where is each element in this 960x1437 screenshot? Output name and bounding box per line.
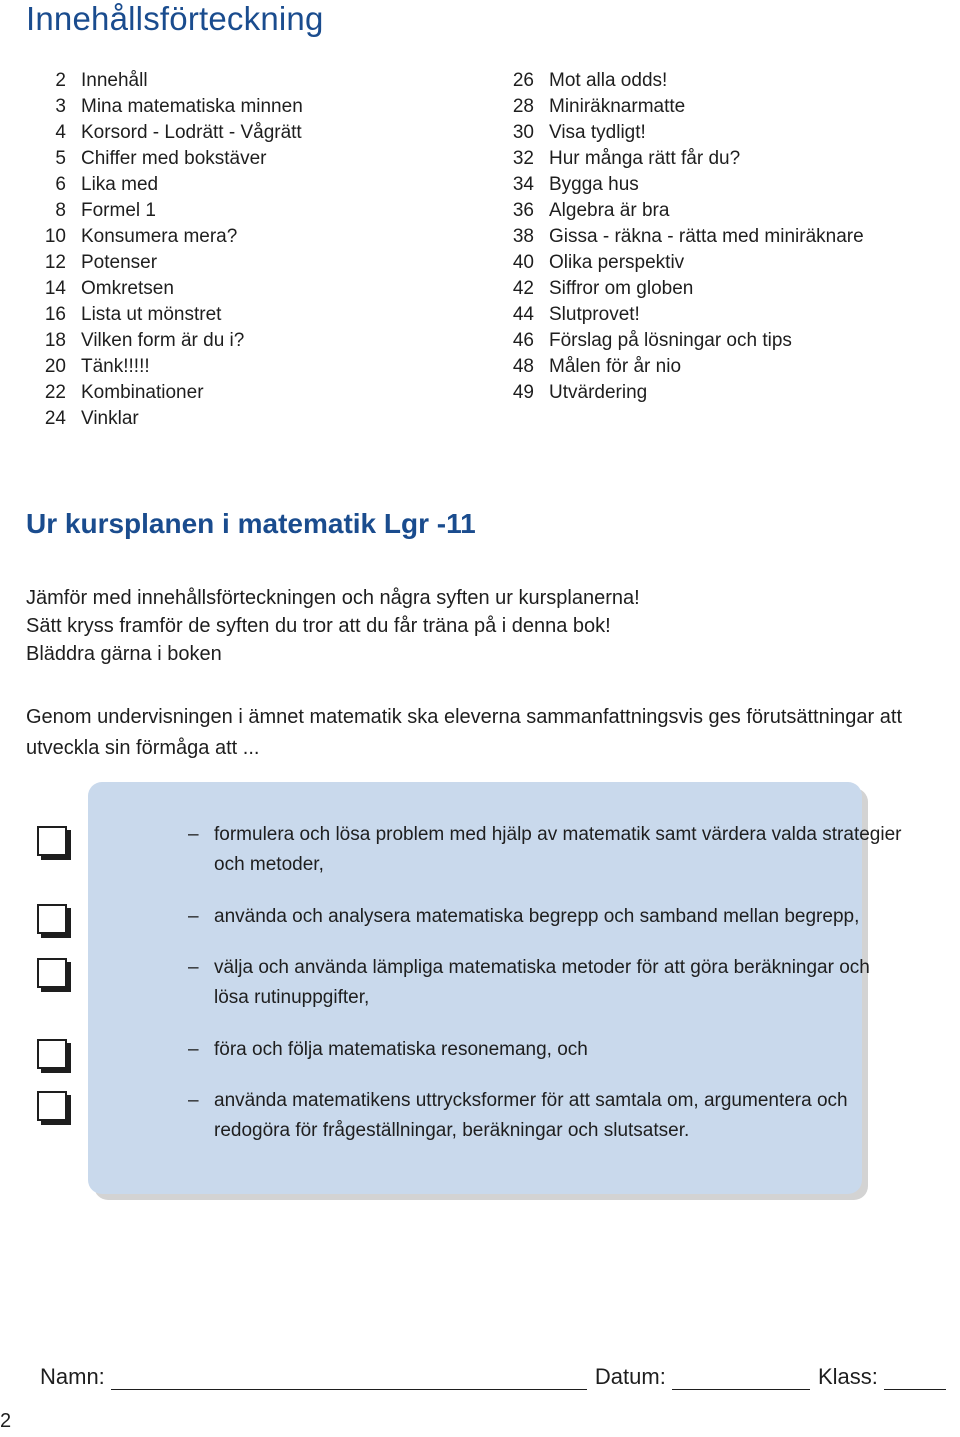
toc-page-number: 8	[55, 200, 66, 221]
toc-page-number: 36	[512, 200, 534, 221]
toc-page-number: 38	[512, 226, 534, 247]
toc-page-number: 42	[512, 278, 534, 299]
goal-dash: –	[188, 1039, 199, 1060]
toc-page-number: 18	[44, 330, 66, 351]
toc-entry-title: Korsord - Lodrätt - Vågrätt	[81, 122, 302, 143]
toc-entry-title: Tänk!!!!!	[81, 356, 150, 377]
toc-item[interactable]	[508, 68, 864, 94]
class-label: Klass:	[817, 1364, 878, 1389]
toc-page-number: 34	[512, 174, 534, 195]
goals-box	[88, 782, 902, 1194]
toc-item[interactable]	[508, 380, 864, 406]
goal-text: välja och använda lämpliga matematiska metoder för att göra beräkningar och lösa rutinuppgifter,	[214, 957, 870, 1008]
toc-page-number: 30	[512, 122, 534, 143]
toc-item[interactable]	[40, 146, 303, 172]
goal-text: föra och följa matematiska resonemang, och	[214, 1039, 588, 1060]
intro-line: Jämför med innehållsförteckningen och några syften ur kursplanerna!	[26, 587, 640, 609]
toc-item[interactable]	[40, 120, 303, 146]
page-number: 2	[0, 1410, 12, 1432]
toc-entry-title: Formel 1	[81, 200, 156, 221]
goal-checkbox[interactable]	[37, 1039, 67, 1069]
toc-item[interactable]	[40, 354, 303, 380]
toc-entry-title: Lista ut mönstret	[81, 304, 222, 325]
goal-dash: –	[188, 824, 199, 845]
toc-entry-title: Mot alla odds!	[549, 70, 668, 91]
toc-entry-title: Siffror om globen	[549, 278, 694, 299]
toc-entry-title: Algebra är bra	[549, 200, 670, 221]
toc-item[interactable]	[40, 250, 303, 276]
toc-entry-title: Miniräknarmatte	[549, 96, 686, 117]
goal-text: använda matematikens uttrycksformer för att samtala om, argumentera och redogöra för frågeställningar, beräkningar och slutsatser.	[214, 1090, 848, 1141]
toc-entry-title: Gissa - räkna - rätta med miniräknare	[549, 226, 864, 247]
toc-entry-title: Vinklar	[81, 408, 139, 429]
toc-item[interactable]	[40, 224, 303, 250]
toc-page-number: 44	[512, 304, 534, 325]
goal-dash: –	[188, 957, 199, 978]
toc-item[interactable]	[40, 302, 303, 328]
toc-entry-title: Konsumera mera?	[81, 226, 238, 247]
toc-entry-title: Hur många rätt får du?	[549, 148, 741, 169]
date-field[interactable]	[672, 1367, 810, 1390]
toc-page-number: 32	[512, 148, 534, 169]
page-title: Innehållsförteckning	[26, 0, 324, 37]
toc-item[interactable]	[508, 328, 864, 354]
toc-right-column	[508, 68, 864, 406]
intro-line: Bläddra gärna i boken	[26, 643, 222, 665]
toc-page-number: 3	[55, 96, 66, 117]
toc-entry-title: Omkretsen	[81, 278, 174, 299]
toc-entry-title: Vilken form är du i?	[81, 330, 245, 351]
toc-page-number: 28	[512, 96, 534, 117]
toc-page-number: 24	[44, 408, 66, 429]
toc-page-number: 40	[512, 252, 534, 273]
goal-item	[188, 902, 908, 932]
toc-item[interactable]	[40, 406, 303, 432]
toc-entry-title: Potenser	[81, 252, 158, 273]
toc-entry-title: Olika perspektiv	[549, 252, 685, 273]
toc-page-number: 2	[55, 70, 66, 91]
toc-entry-title: Förslag på lösningar och tips	[549, 330, 792, 351]
toc-item[interactable]	[40, 328, 303, 354]
goal-checkbox[interactable]	[37, 1091, 67, 1121]
toc-entry-title: Kombinationer	[81, 382, 204, 403]
toc-entry-title: Chiffer med bokstäver	[81, 148, 267, 169]
toc-item[interactable]	[508, 172, 864, 198]
name-field[interactable]	[111, 1367, 587, 1390]
goal-text: formulera och lösa problem med hjälp av matematik samt värdera valda strategier och metoder,	[214, 824, 902, 875]
footer-form	[40, 1364, 946, 1390]
toc-page-number: 10	[44, 226, 66, 247]
toc-entry-title: Bygga hus	[549, 174, 639, 195]
toc-item[interactable]	[40, 276, 303, 302]
toc-item[interactable]	[40, 68, 303, 94]
toc-item[interactable]	[508, 94, 864, 120]
intro-line: Sätt kryss framför de syften du tror att du får träna på i denna bok!	[26, 615, 611, 637]
toc-page-number: 22	[44, 382, 66, 403]
lead-paragraph: Genom undervisningen i ämnet matematik ska eleverna sammanfattningsvis ges förutsättningar att utveckla sin förmåga att ...	[26, 706, 902, 759]
toc-item[interactable]	[508, 302, 864, 328]
toc-entry-title: Målen för år nio	[549, 356, 682, 377]
goal-checkbox[interactable]	[37, 904, 67, 934]
toc-entry-title: Slutprovet!	[549, 304, 640, 325]
toc-page-number: 26	[512, 70, 534, 91]
toc-entry-title: Innehåll	[81, 70, 148, 91]
toc-item[interactable]	[508, 198, 864, 224]
toc-item[interactable]	[40, 172, 303, 198]
goal-item	[188, 1035, 908, 1065]
goal-dash: –	[188, 1090, 199, 1111]
toc-page-number: 12	[44, 252, 66, 273]
toc-page-number: 14	[44, 278, 66, 299]
class-field[interactable]	[884, 1367, 946, 1390]
toc-left-column	[40, 68, 303, 432]
toc-entry-title: Lika med	[81, 174, 159, 195]
toc-item[interactable]	[40, 198, 303, 224]
toc-item[interactable]	[508, 354, 864, 380]
toc-page-number: 5	[55, 148, 66, 169]
toc-page-number: 4	[55, 122, 66, 143]
goal-text: använda och analysera matematiska begrepp och samband mellan begrepp,	[214, 906, 860, 927]
toc-item[interactable]	[40, 380, 303, 406]
toc-item[interactable]	[40, 94, 303, 120]
toc-page-number: 49	[512, 382, 534, 403]
date-label: Datum:	[594, 1364, 666, 1389]
goal-checkbox[interactable]	[37, 826, 67, 856]
toc-page-number: 48	[512, 356, 534, 377]
section-title: Ur kursplanen i matematik Lgr -11	[26, 508, 476, 539]
toc-item[interactable]	[508, 224, 864, 250]
toc-page-number: 46	[512, 330, 534, 351]
goal-item	[188, 953, 908, 1013]
toc-page-number: 16	[44, 304, 66, 325]
toc-page-number: 20	[44, 356, 66, 377]
toc-item[interactable]	[508, 120, 864, 146]
toc-item[interactable]	[508, 250, 864, 276]
name-label: Namn:	[40, 1364, 105, 1389]
toc-item[interactable]	[508, 146, 864, 172]
toc-entry-title: Visa tydligt!	[549, 122, 646, 143]
goal-item	[188, 820, 908, 880]
toc-item[interactable]	[508, 276, 864, 302]
toc-entry-title: Utvärdering	[549, 382, 648, 403]
goal-checkbox[interactable]	[37, 958, 67, 988]
intro-text	[26, 584, 640, 668]
toc-entry-title: Mina matematiska minnen	[81, 96, 303, 117]
goal-dash: –	[188, 906, 199, 927]
toc-page-number: 6	[55, 174, 66, 195]
goal-item	[188, 1086, 908, 1146]
